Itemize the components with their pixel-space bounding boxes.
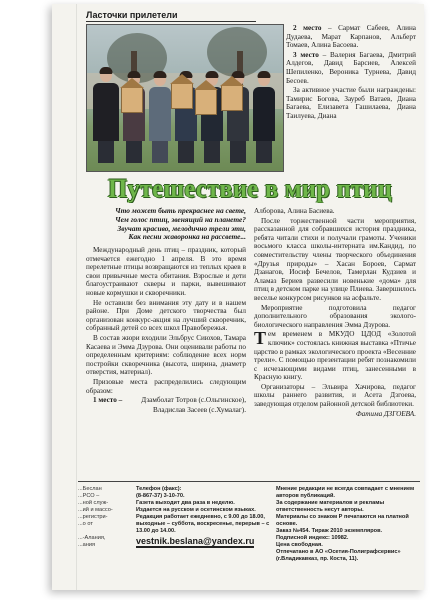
birdhouse-icon — [195, 89, 217, 115]
winners-2nd: 2 место – Сармат Сабеев, Алина Дудаева, Марат Карпанов, Альберт Томаев, Алина Басоева. — [286, 24, 416, 50]
photo-person — [93, 69, 119, 163]
birdhouse-icon — [121, 87, 143, 113]
birdhouse-icon — [221, 85, 243, 111]
paragraph: Призовые места распределились следующим образом: — [86, 377, 246, 395]
first-place-row-2: Владислав Засеев (с.Хумалаг). — [153, 405, 246, 414]
article-right-column — [254, 207, 416, 419]
paragraph: В состав жюри входили Эльбрус Сиюхов, Тамара Касаева и Эмма Дзурова. Они оценивали работы по определенным критериям: соблюдение всех норм постройки скворечника (высота, ширина, диаметр отверстия, материал). — [86, 333, 246, 377]
page-fold — [76, 4, 77, 590]
first-place-row: 1 место – Дзамболат Тотров (с.Ольгинское), — [93, 396, 246, 405]
photo-person — [149, 73, 171, 163]
paragraph: Не оставили без внимания эту дату и в нашем районе. При Доме детского творчества был организован конкурс-акция на лучший скворечник, собранный детей со всех школ Правобережья. — [86, 298, 246, 333]
email-link[interactable]: vestnik.beslana@yandex.ru — [136, 536, 255, 546]
paragraph: Международный день птиц – праздник, который отмечается ежегодно 1 апреля. В это время перелетные птицы возвращаются из теплых краев в свои привычные места обитания. Взрослые и дети благоустраивают скверы и парки, вывешивают новые кормушки и скворечники. — [86, 246, 246, 297]
paragraph-dropcap: Тем временем в МКУДО ЦДОД «Золотой ключик» состоялась книжная выставка «Птичье царство в рамках экологического проекта «Весенние трели». С помощью презентации ребят познакомили с исчезающими видами птиц, занесенными в Красную книгу. — [254, 328, 416, 382]
winners-participants: За активное участие были награждены: Тамирис Богова, Зауреб Ватаев, Диана Багаева, Елизавета Гашилаева, Диана Таилуева, Диана — [286, 86, 416, 120]
section-rubric: Ласточки прилетели — [86, 10, 256, 22]
paragraph: Мероприятие подготовила педагог дополнительного образования эколого-биологического направления Эмма Дзурова. — [254, 303, 416, 329]
winners-3rd: 3 место – Валерия Багаева, Дмитрий Алдегов, Давид Барсиев, Алексей Шепиленко, Вероника Турнева, Давид Бесоев. — [286, 50, 416, 85]
imprint-right: Мнение редакции не всегда совпадает с мнением авторов публикаций. За содержание материалов и рекламы ответственность несут авторы. Материалы со знаком Р печатаются на платной основе. Заказ №454. Тираж 2010 экземпляров. Подписной индекс: 10982. Цена свободная. Отпечатано в АО «Осетия-Полиграфсервис» (г.Владикавказ, пр. Коста, 11). — [276, 486, 415, 562]
imprint-footer — [78, 481, 420, 562]
photo-person — [253, 73, 275, 163]
epigraph: Что может быть прекраснее на свете, Чем голос птиц, звенящий на планете? Звучат красиво, мелодично трели эти, Как песни жаворонка на рассвете... — [115, 206, 246, 242]
phone-number: (8-867-37) 3-10-70. — [136, 493, 185, 499]
drop-cap: Т — [254, 328, 267, 349]
imprint-left: ...Беслан ...РСО – ...ной служ- ...ий и массо- ...регистри- ...о от ...-Алания, ...ания — [78, 486, 113, 548]
birdhouse-icon — [171, 83, 193, 109]
winners-column — [286, 24, 416, 122]
newspaper-page — [52, 4, 424, 590]
article-headline: Путешествие в мир птиц — [107, 174, 393, 203]
article-left-column — [86, 246, 246, 415]
paragraph: После торжественной части мероприятия, рассказанной для собравшихся история праздника, ребята читали стихи и получали грамоты. Ученики восьмого класса школы-интерната им.Кандид, по совместительству члены творческого объединения «Друзья природы» – Хасан Бороев, Сармат Дзанагов, Иосиф Бечелов, Тамерлан Кудзиев и Аламаз Бериев развесили новенькие «дома» для птиц в детском парке на улице Плиева. Завершилось веселье конкурсом рисунков на асфальте. — [254, 216, 416, 302]
imprint-contacts: Телефон (факс): (8-867-37) 3-10-70. Газета выходит два раза в неделю. Издается на русском и осетинском языках. Редакция работает ежедневно, с 9.00 до 18.00, выходные – суббота, воскресенье, перерыв – с 13.00 до 14.00. vestnik.beslana@yandex.ru — [136, 486, 270, 546]
group-photo — [86, 24, 284, 172]
article-author: Фатима ДЗГОЕВА. — [355, 409, 416, 418]
paragraph: Организаторы – Эльвира Хачирова, педагог школы раннего развития, и Асета Дзгоева, заведующая отделом районной детской библиотеки. — [254, 382, 416, 409]
paragraph: Алборова, Алина Басиева. — [254, 207, 335, 215]
phone-label: Телефон (факс): — [136, 486, 182, 492]
